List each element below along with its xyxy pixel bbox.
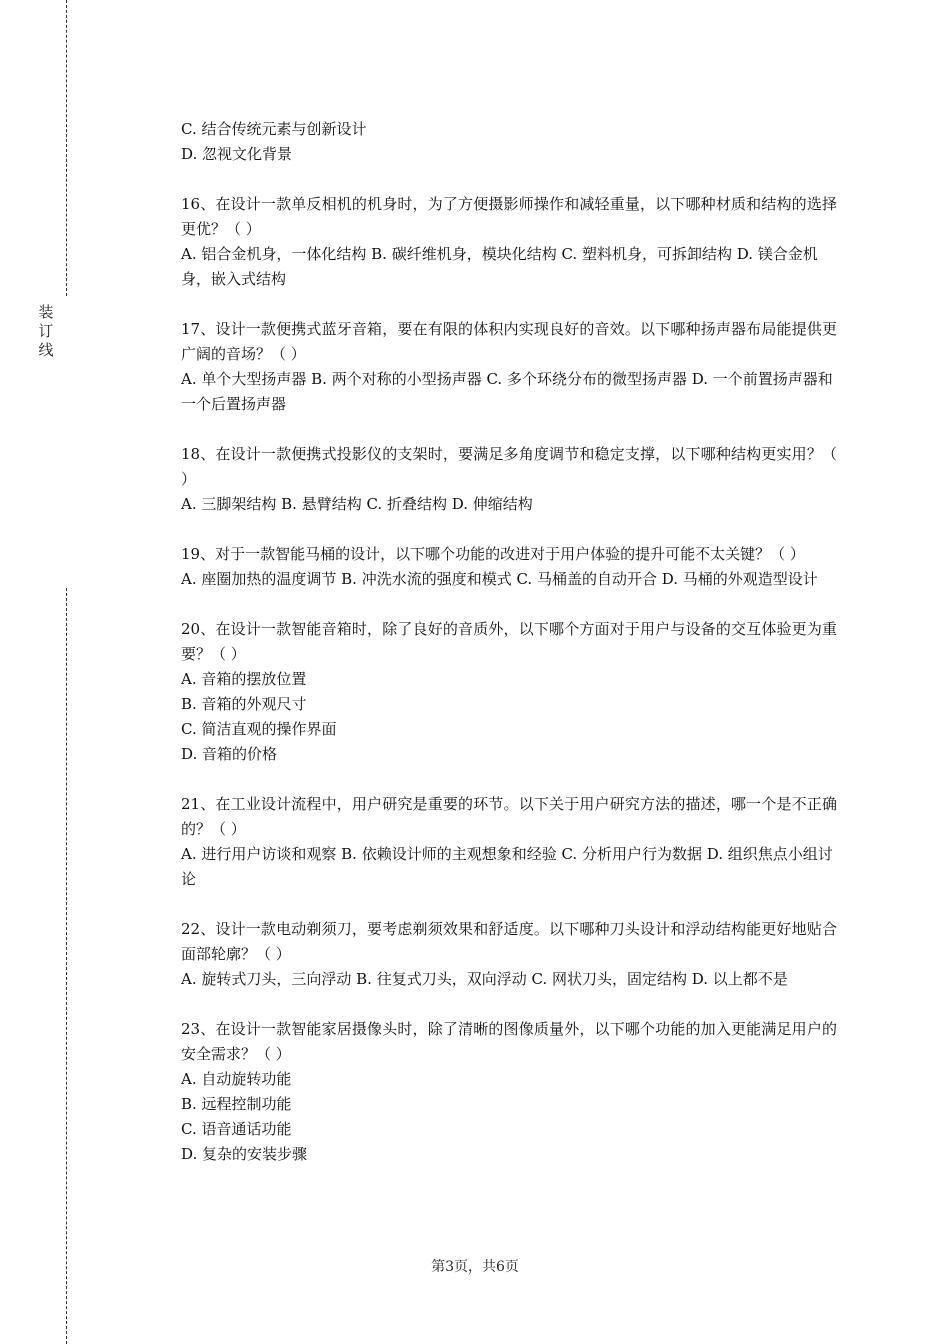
option-d: D. 复杂的安装步骤 — [181, 1145, 308, 1163]
question-20 — [181, 617, 837, 767]
question-options: A. 三脚架结构 B. 悬臂结构 C. 折叠结构 D. 伸缩结构 — [181, 495, 533, 513]
option-c: C. 语音通话功能 — [181, 1120, 292, 1138]
question-stem: 23、在设计一款智能家居摄像头时，除了清晰的图像质量外，以下哪个功能的加入更能满足用户的安全需求？（ ） — [181, 1020, 837, 1063]
question-options: A. 铝合金机身，一体化结构 B. 碳纤维机身，模块化结构 C. 塑料机身，可拆卸结构 D. 镁合金机身，嵌入式结构 — [181, 245, 818, 288]
question-22 — [181, 917, 837, 992]
binding-char-3: 线 — [38, 341, 54, 359]
question-stem: 22、设计一款电动剃须刀，要考虑剃须效果和舒适度。以下哪种刀头设计和浮动结构能更好地贴合面部轮廓？（ ） — [181, 920, 837, 963]
question-21 — [181, 792, 837, 892]
option-b: B. 远程控制功能 — [181, 1095, 292, 1113]
question-stem: 17、设计一款便携式蓝牙音箱，要在有限的体积内实现良好的音效。以下哪种扬声器布局能提供更广阔的音场？（ ） — [181, 320, 837, 363]
option-a: A. 自动旋转功能 — [181, 1070, 292, 1088]
binding-label — [36, 303, 56, 360]
option-a: A. 音箱的摆放位置 — [181, 670, 307, 688]
question-16 — [181, 192, 837, 292]
question-17 — [181, 317, 837, 417]
question-list — [181, 117, 837, 1167]
option-c: C. 结合传统元素与创新设计 — [181, 120, 367, 138]
question-15-continued — [181, 117, 837, 167]
question-stem: 19、对于一款智能马桶的设计，以下哪个功能的改进对于用户体验的提升可能不太关键？（ ） — [181, 545, 805, 563]
question-19 — [181, 542, 837, 592]
option-d: D. 音箱的价格 — [181, 745, 278, 763]
question-stem: 16、在设计一款单反相机的机身时，为了方便摄影师操作和减轻重量，以下哪种材质和结构的选择更优？（ ） — [181, 195, 837, 238]
binding-dashed-line-top — [66, 0, 67, 296]
binding-dashed-line-bottom — [66, 588, 67, 1344]
question-18 — [181, 442, 837, 517]
question-options: A. 进行用户访谈和观察 B. 依赖设计师的主观想象和经验 C. 分析用户行为数据 D. 组织焦点小组讨论 — [181, 845, 833, 888]
page-number: 第3页，共6页 — [431, 1259, 519, 1275]
option-d: D. 忽视文化背景 — [181, 145, 293, 163]
question-stem: 21、在工业设计流程中，用户研究是重要的环节。以下关于用户研究方法的描述，哪一个是不正确的？（ ） — [181, 795, 837, 838]
question-23 — [181, 1017, 837, 1167]
question-options: A. 座圈加热的温度调节 B. 冲洗水流的强度和模式 C. 马桶盖的自动开合 D. 马桶的外观造型设计 — [181, 570, 818, 588]
question-stem: 20、在设计一款智能音箱时，除了良好的音质外，以下哪个方面对于用户与设备的交互体验更为重要？（ ） — [181, 620, 837, 663]
binding-char-2: 订 — [38, 322, 54, 340]
question-stem: 18、在设计一款便携式投影仪的支架时，要满足多角度调节和稳定支撑，以下哪种结构更实用？（ ） — [181, 445, 837, 488]
option-c: C. 简洁直观的操作界面 — [181, 720, 337, 738]
question-options: A. 旋转式刀头，三向浮动 B. 往复式刀头，双向浮动 C. 网状刀头，固定结构 D. 以上都不是 — [181, 970, 788, 988]
option-b: B. 音箱的外观尺寸 — [181, 695, 307, 713]
question-options: A. 单个大型扬声器 B. 两个对称的小型扬声器 C. 多个环绕分布的微型扬声器 D. 一个前置扬声器和一个后置扬声器 — [181, 370, 833, 413]
binding-char-1: 装 — [38, 303, 54, 321]
